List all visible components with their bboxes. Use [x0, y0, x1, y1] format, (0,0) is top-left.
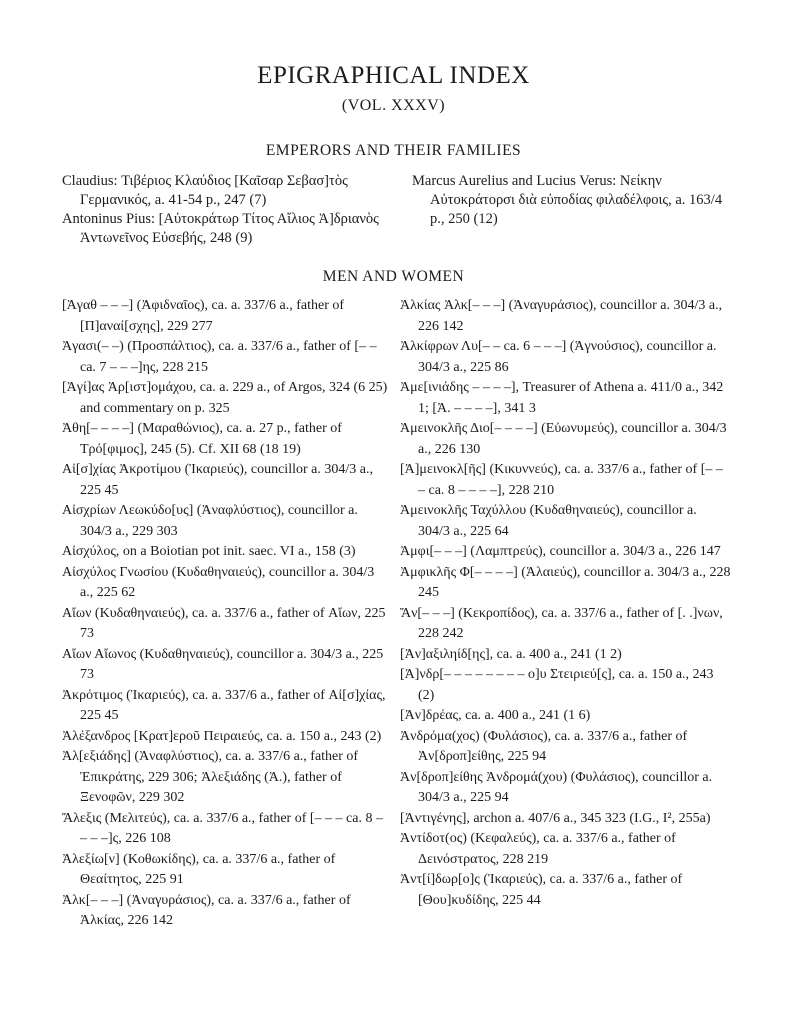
index-entry: Ἀμεινοκλῆς Ταχύλλου (Κυδαθηναιεύς), councillor a. 304/3 a., 225 64: [400, 503, 697, 539]
index-entry: Αἰσχύλος Γνωσίου (Κυδαθηναιεύς), councillor a. 304/3 a., 225 62: [62, 564, 375, 600]
index-entry: Ἀθη[– – – –] (Μαραθώνιος), ca. a. 27 p., father of Τρό[φιμος], 245 (5). Cf. XII 68 (18 19): [62, 421, 342, 457]
index-entry: [Ἀντιγένης], archon a. 407/6 a., 345 323 (I.G., I², 255a): [400, 810, 711, 826]
index-entry: Αἰ[σ]χίας Ἀκροτίμου (Ἰκαριεύς), councillor a. 304/3 a., 225 45: [62, 462, 373, 498]
index-entry: Ἀλκίας Ἀλκ[– – –] (Ἀναγυράσιος), councillor a. 304/3 a., 226 142: [400, 298, 723, 334]
index-entry: Αἰσχρίων Λεωκύδο[υς] (Ἀναφλύστιος), councillor a. 304/3 a., 229 303: [62, 503, 358, 539]
index-entry: [Ἀ]νδρ[– – – – – – – – ο]υ Στειριεύ[ς], ca. a. 150 a., 243 (2): [400, 667, 714, 703]
index-entry: Ἀμφικλῆς Φ[– – – –] (Ἁλαιεύς), councillor a. 304/3 a., 228 245: [400, 564, 731, 600]
index-entry: Αἴων (Κυδαθηναιεύς), ca. a. 337/6 a., father of Αἴων, 225 73: [62, 605, 386, 641]
men-women-right-column: [400, 296, 732, 911]
index-entry: Ἀν[δροπ]είθης Ἀνδρομά(χου) (Φυλάσιος), councillor a. 304/3 a., 225 94: [400, 769, 713, 805]
index-entry: [Ἀγί]ας Ἀρ[ιστ]ομάχου, ca. a. 229 a., of Argos, 324 (6 25) and commentary on p. 325: [62, 380, 388, 416]
index-entry: Ἀλκίφρων Λυ[– – ca. 6 – – –] (Ἁγνούσιος), councillor a. 304/3 a., 225 86: [400, 339, 717, 375]
index-entry: Claudius: Τιβέριος Κλαύδιος [Καῖσαρ Σεβασ]τὸς Γερμανικός, a. 41-54 p., 247 (7): [62, 173, 348, 208]
index-entry: Ἀντίδοτ(ος) (Κεφαλεύς), ca. a. 337/6 a., father of Δεινόστρατος, 228 219: [400, 831, 676, 867]
index-entry: [Ἀ]μεινοκλ[ῆς] (Κικυννεύς), ca. a. 337/6 a., father of [– – – ca. 8 – – – –], 228 210: [400, 462, 723, 498]
index-entry: Αἴων Αἴωνος (Κυδαθηναιεύς), councillor a. 304/3 a., 225 73: [62, 646, 384, 682]
men-women-left-column: [62, 296, 390, 932]
index-entry: Ἀλέξανδρος [Κρατ]εροῦ Πειραιεύς, ca. a. 150 a., 243 (2): [62, 728, 382, 744]
index-entry: Ἀκρότιμος (Ἰκαριεύς), ca. a. 337/6 a., father of Αἰ[σ]χίας, 225 45: [62, 687, 386, 723]
index-entry: Ἀμε[ινιάδης – – – –], Treasurer of Athena a. 411/0 a., 342 1; [Ἀ. – – – –], 341 3: [400, 380, 724, 416]
index-entry: [Ἀν]αξιληίδ[ης], ca. a. 400 a., 241 (1 2): [400, 646, 622, 662]
index-entry: Ἄν[– – –] (Κεκροπίδος), ca. a. 337/6 a., father of [. .]νων, 228 242: [400, 605, 723, 641]
index-entry: [Ἀγαθ – – –] (Ἀφιδναῖος), ca. a. 337/6 a., father of [Π]αναί[σχης], 229 277: [62, 298, 345, 334]
section-heading-men-women: MEN AND WOMEN: [322, 268, 465, 285]
index-entry: Ἀγασι(– –) (Προσπάλτιος), ca. a. 337/6 a., father of [– – ca. 7 – – –]ης, 228 215: [62, 339, 377, 375]
index-entry: Marcus Aurelius and Lucius Verus: Νείκην Αὐτοκράτορσι διὰ εὐποδίας φιλαδέλφοις, a. 163/4 p., 250 (12): [412, 173, 723, 227]
volume-label: (VOL. XXXV): [341, 97, 446, 114]
index-entry: Ἀνδρόμα(χος) (Φυλάσιος), ca. a. 337/6 a., father of Ἀν[δροπ]είθης, 225 94: [400, 728, 688, 764]
emperors-right-column: [412, 172, 732, 229]
index-entry: Ἀλ[εξιάδης] (Ἀναφλύστιος), ca. a. 337/6 a., father of Ἐπικράτης, 229 306; Ἀλεξιάδης (Ἀ.), father of Ξενοφῶν, 229 302: [62, 749, 359, 805]
index-entry: Antoninus Pius: [Αὐτοκράτωρ Τίτος Αἴλιος Ἁ]δριανὸς Ἀντωνεῖνος Εὐσεβής, 248 (9): [62, 211, 379, 246]
index-entry: Ἀμεινοκλῆς Διο[– – – –] (Εὐωνυμεύς), councillor a. 304/3 a., 226 130: [400, 421, 727, 457]
index-entry: Αἰσχύλος, on a Boiotian pot init. saec. VI a., 158 (3): [62, 544, 356, 559]
index-entry: Ἀλεξίω[ν] (Κοθωκίδης), ca. a. 337/6 a., father of Θεαίτητος, 225 91: [62, 851, 336, 887]
index-entry: [Ἀν]δρέας, ca. a. 400 a., 241 (1 6): [400, 708, 591, 723]
index-entry: Ἄλεξις (Μελιτεύς), ca. a. 337/6 a., father of [– – – ca. 8 – – – –]ς, 226 108: [62, 810, 383, 846]
section-heading-emperors: EMPERORS AND THEIR FAMILIES: [265, 142, 522, 159]
emperors-left-column: [62, 172, 390, 248]
index-entry: Ἀμφι[– – –] (Λαμπτρεύς), councillor a. 304/3 a., 226 147: [400, 544, 721, 559]
index-entry: Ἀλκ[– – –] (Ἀναγυράσιος), ca. a. 337/6 a., father of Ἀλκίας, 226 142: [62, 892, 351, 928]
index-entry: Ἀντ[ί]δωρ[ο]ς (Ἰκαριεύς), ca. a. 337/6 a., father of [Θου]κυδίδης, 225 44: [400, 872, 683, 908]
page-title: EPIGRAPHICAL INDEX: [257, 62, 530, 89]
